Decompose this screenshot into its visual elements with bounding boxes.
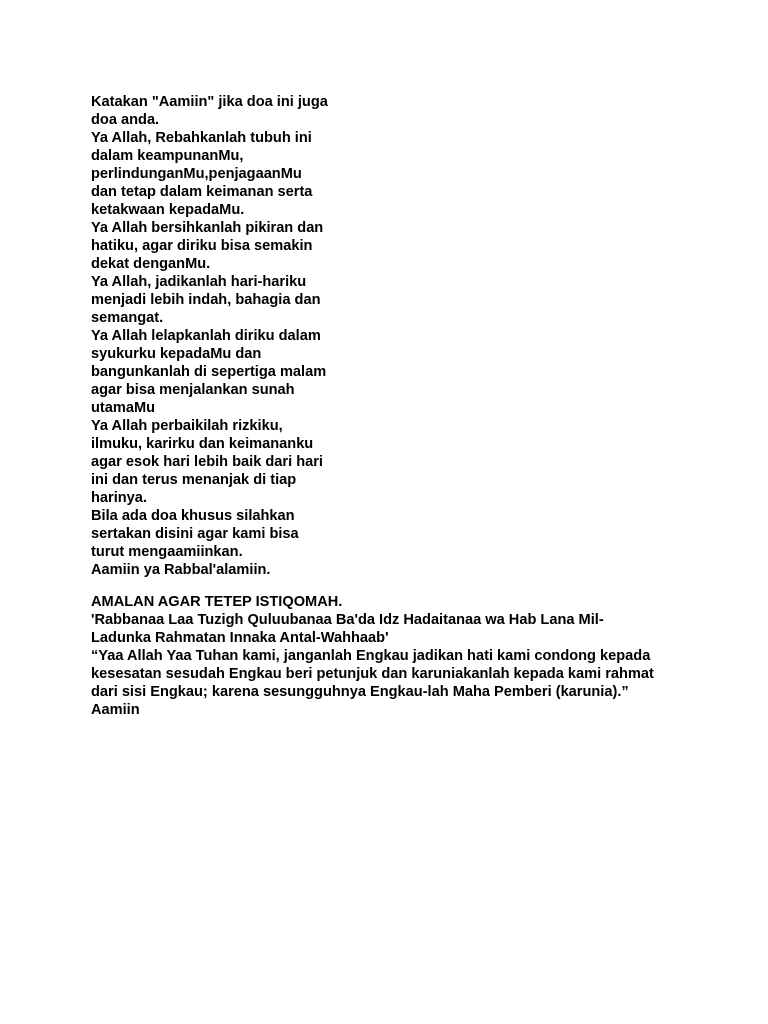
- doa-line: Ya Allah bersihkanlah pikiran dan: [91, 220, 324, 236]
- doa-line: dekat denganMu.: [91, 256, 211, 272]
- doa-line: menjadi lebih indah, bahagia dan: [91, 292, 321, 308]
- doa-line: ketakwaan kepadaMu.: [91, 202, 245, 218]
- amalan-line: Ladunka Rahmatan Innaka Antal-Wahhaab': [91, 630, 389, 646]
- amalan-section: [91, 593, 691, 719]
- doa-line: utamaMu: [91, 400, 156, 416]
- doa-line: Bila ada doa khusus silahkan: [91, 508, 295, 524]
- doa-line: agar bisa menjalankan sunah: [91, 382, 295, 398]
- doa-line: Ya Allah lelapkanlah diriku dalam: [91, 328, 321, 344]
- amalan-heading: AMALAN AGAR TETEP ISTIQOMAH.: [91, 594, 343, 610]
- doa-line: dan tetap dalam keimanan serta: [91, 184, 313, 200]
- doa-line: bangunkanlah di sepertiga malam: [91, 364, 327, 380]
- doa-line: ilmuku, karirku dan keimananku: [91, 436, 314, 452]
- doa-line: semangat.: [91, 310, 164, 326]
- doa-line: doa anda.: [91, 112, 160, 128]
- doa-line: Ya Allah perbaikilah rizkiku,: [91, 418, 283, 434]
- doa-line: Ya Allah, jadikanlah hari-hariku: [91, 274, 307, 290]
- amalan-line: kesesatan sesudah Engkau beri petunjuk dan karuniakanlah kepada kami rahmat: [91, 666, 654, 682]
- doa-line: agar esok hari lebih baik dari hari: [91, 454, 323, 470]
- doa-line: ini dan terus menanjak di tiap: [91, 472, 297, 488]
- amalan-line: 'Rabbanaa Laa Tuzigh Quluubanaa Ba'da Idz Hadaitanaa wa Hab Lana Mil-: [91, 612, 604, 628]
- amalan-line: Aamiin: [91, 702, 140, 718]
- doa-line: perlindunganMu,penjagaanMu: [91, 166, 302, 182]
- doa-paragraph: [91, 93, 391, 579]
- amalan-line: “Yaa Allah Yaa Tuhan kami, janganlah Engkau jadikan hati kami condong kepada: [91, 648, 651, 664]
- amalan-line: dari sisi Engkau; karena sesungguhnya Engkau-lah Maha Pemberi (karunia).”: [91, 684, 629, 700]
- doa-line: harinya.: [91, 490, 147, 506]
- doa-line: turut mengaamiinkan.: [91, 544, 243, 560]
- doa-line: dalam keampunanMu,: [91, 148, 244, 164]
- doa-line: Katakan "Aamiin" jika doa ini juga: [91, 94, 328, 110]
- doa-line: sertakan disini agar kami bisa: [91, 526, 299, 542]
- doa-line: Aamiin ya Rabbal'alamiin.: [91, 562, 271, 578]
- doa-line: Ya Allah, Rebahkanlah tubuh ini: [91, 130, 312, 146]
- doa-line: hatiku, agar diriku bisa semakin: [91, 238, 313, 254]
- doa-line: syukurku kepadaMu dan: [91, 346, 262, 362]
